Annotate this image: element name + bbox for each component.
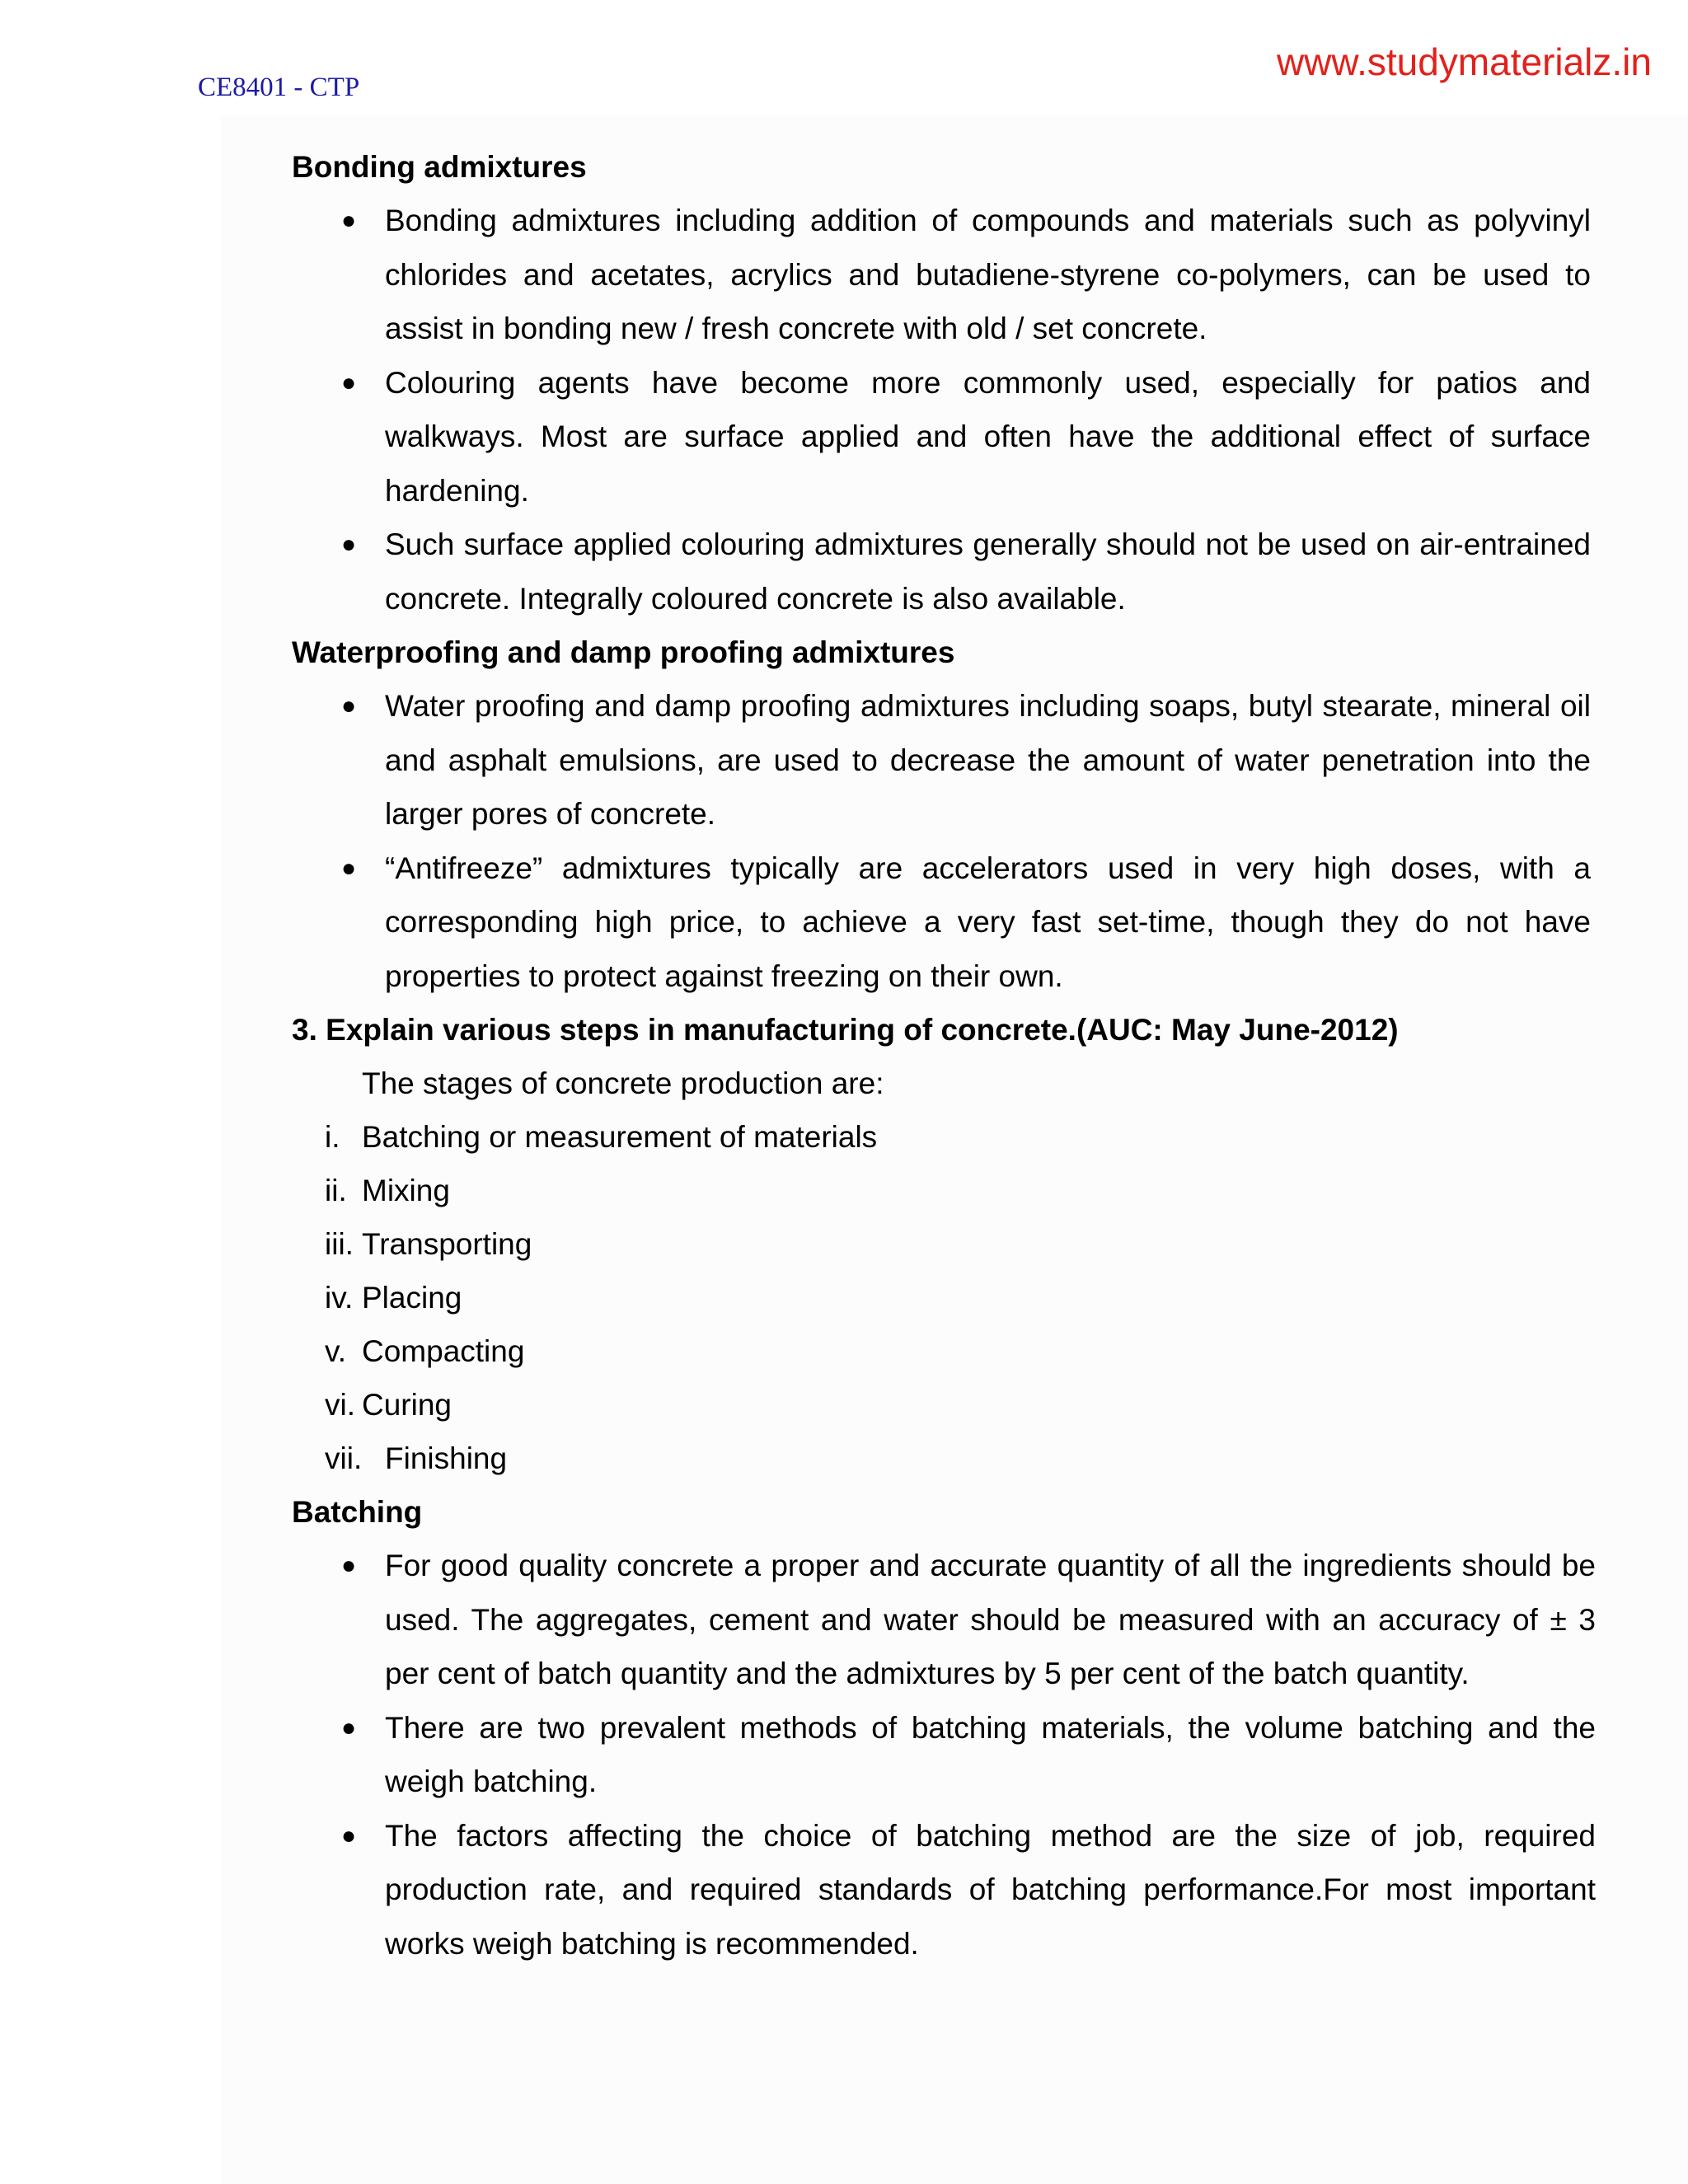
- section-heading-bonding: Bonding admixtures: [292, 150, 587, 184]
- list-item: ● Bonding admixtures including addition of compounds and materials such as polyvinyl chlorides and acetates, acrylics and butadiene-styrene co-polymers, can be used to assist in bonding new / fresh concrete with old / set concrete.: [292, 194, 1508, 356]
- list-item: ● The factors affecting the choice of batching method are the size of job, required production rate, and required standards of batching performance.For most important works weigh batching is recommended.: [292, 1809, 1508, 1971]
- bullet-icon: ●: [341, 207, 357, 234]
- bullet-icon: ●: [341, 854, 357, 882]
- section-heading-batching: Batching: [292, 1495, 423, 1529]
- list-item: ● Water proofing and damp proofing admixtures including soaps, butyl stearate, mineral oil and asphalt emulsions, are used to decrease the amount of water penetration into the larger pores of concrete.: [292, 679, 1508, 841]
- stage-label: Batching or measurement of materials: [362, 1120, 878, 1154]
- list-item: [292, 1110, 1508, 1164]
- list-item: [292, 1217, 1508, 1271]
- stage-label: Curing: [362, 1388, 452, 1422]
- bonding-bullet-list: [292, 194, 1591, 626]
- list-item: [292, 1432, 1508, 1485]
- list-item: ● Such surface applied colouring admixtures generally should not be used on air-entrained concrete. Integrally coloured concrete is also available.: [292, 518, 1508, 626]
- course-code: CE8401 - CTP: [198, 73, 360, 102]
- stage-number: iii.: [325, 1227, 354, 1261]
- stages-intro: The stages of concrete production are:: [362, 1066, 884, 1100]
- bullet-icon: ●: [341, 1713, 357, 1741]
- list-item: [292, 1271, 1508, 1324]
- batching-bullet-list: [292, 1539, 1596, 1971]
- stage-label: Placing: [362, 1281, 462, 1315]
- stage-number: iv.: [325, 1281, 354, 1315]
- waterproofing-bullet-list: [292, 679, 1591, 1003]
- website-link[interactable]: www.studymaterialz.in: [1276, 40, 1652, 83]
- stages-list: [292, 1110, 1508, 1485]
- list-item: ● There are two prevalent methods of batching materials, the volume batching and the weigh batching.: [292, 1701, 1508, 1809]
- list-item: ● “Antifreeze” admixtures typically are accelerators used in very high doses, with a corresponding high price, to achieve a very fast set-time, though they do not have properties to protect against freezing on their own.: [292, 841, 1508, 1004]
- stage-label: Mixing: [362, 1174, 450, 1207]
- stage-number: i.: [325, 1120, 340, 1154]
- section-heading-waterproofing: Waterproofing and damp proofing admixtures: [292, 635, 955, 669]
- document-body: [292, 140, 1596, 1971]
- stage-number: vii.: [325, 1441, 363, 1475]
- bullet-icon: ●: [341, 368, 357, 396]
- bullet-icon: ●: [341, 531, 357, 558]
- bullet-icon: ●: [341, 692, 357, 719]
- list-item: ● Colouring agents have become more commonly used, especially for patios and walkways. Most are surface applied and often have the additional effect of surface hardening.: [292, 356, 1508, 518]
- list-item: [292, 1324, 1508, 1378]
- bullet-icon: ●: [341, 1552, 357, 1579]
- stage-label: Transporting: [362, 1227, 532, 1261]
- stage-label: Finishing: [385, 1441, 508, 1475]
- stage-label: Compacting: [362, 1334, 525, 1368]
- list-item: [292, 1164, 1508, 1217]
- question-heading: 3. Explain various steps in manufacturing of concrete.(AUC: May June-2012): [292, 1013, 1399, 1047]
- list-item: ● For good quality concrete a proper and accurate quantity of all the ingredients should be used. The aggregates, cement and water should be measured with an accuracy of ± 3 per cent of batch quantity and the admixtures by 5 per cent of the batch quantity.: [292, 1539, 1508, 1701]
- list-item: [292, 1378, 1508, 1432]
- bullet-icon: ●: [341, 1821, 357, 1849]
- stage-number: v.: [325, 1334, 347, 1368]
- stage-number: vi.: [325, 1388, 355, 1422]
- stage-number: ii.: [325, 1174, 347, 1207]
